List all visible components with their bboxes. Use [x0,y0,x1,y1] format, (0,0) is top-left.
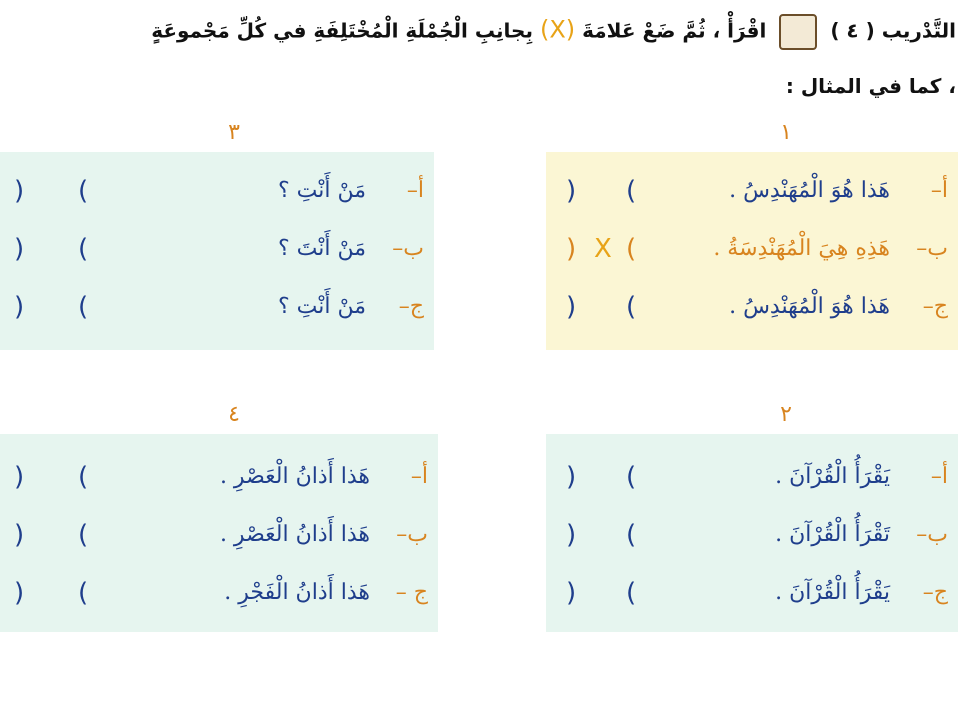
read-instruction: اقْرَأْ ، [712,18,767,43]
answer-paren-close[interactable]: ) [566,234,577,264]
answer-paren-open[interactable]: ( [78,462,89,492]
group-number-3: ٣ [228,120,240,145]
exercise-row [546,578,958,618]
answer-paren-open[interactable]: ( [626,462,637,492]
answer-paren-open[interactable]: ( [78,520,89,550]
answer-paren-close[interactable]: ) [14,292,25,322]
instruction-text: ثُمَّ ضَعْ عَلامَةَ [582,18,706,43]
answer-paren-open[interactable]: ( [78,292,89,322]
row-sentence: تَقْرَأُ الْقُرْآنَ . [775,522,890,547]
row-letter: ج– [398,294,424,319]
exercise-label: التَّدْريب [881,18,956,43]
exercise-row [546,234,958,274]
answer-paren-open[interactable]: ( [626,292,637,322]
answer-paren-open[interactable]: ( [78,234,89,264]
exercise-row [546,462,958,502]
x-symbol: (X) [539,15,576,44]
row-letter: أ– [930,178,948,203]
instruction-line-2-text: ، كما في المثال : [785,74,956,98]
row-sentence: هَذا هُوَ الْمُهَنْدِسُ . [729,294,890,319]
row-letter: أ– [406,178,424,203]
row-letter: ب– [916,236,948,261]
row-letter: ج– [922,294,948,319]
exercise-row [0,520,438,560]
instruction-line-1 [4,14,956,50]
scroll-icon [779,14,817,50]
exercise-row [0,176,434,216]
answer-paren-close[interactable]: ) [566,462,577,492]
group-panel-1 [546,152,958,350]
row-sentence: مَنْ أَنْتَ ؟ [277,236,366,261]
exercise-row [546,520,958,560]
row-sentence: يَقْرَأُ الْقُرْآنَ . [775,464,890,489]
answer-paren-close[interactable]: ) [566,520,577,550]
group-number-1: ١ [780,120,792,145]
row-letter: ب– [392,236,424,261]
row-sentence: هَذِهِ هِيَ الْمُهَنْدِسَةُ . [713,236,890,261]
group-number-4: ٤ [228,402,240,427]
answer-paren-close[interactable]: ) [566,292,577,322]
answer-paren-close[interactable]: ) [566,578,577,608]
instruction-line-2 [4,74,956,98]
row-letter: أ– [410,464,428,489]
group-number-2: ٢ [780,402,792,427]
row-sentence: يَقْرَأُ الْقُرْآنَ . [775,580,890,605]
row-letter: ب– [396,522,428,547]
row-sentence: مَنْ أَنْتِ ؟ [277,178,366,203]
answer-paren-close[interactable]: ) [14,234,25,264]
exercise-row [0,578,438,618]
row-sentence: هَذا أَذانُ الْعَصْرِ . [219,522,370,547]
row-sentence: مَنْ أَنْتِ ؟ [277,294,366,319]
row-letter: ج– [922,580,948,605]
group-panel-3 [0,152,434,350]
answer-paren-open[interactable]: ( [626,234,637,264]
row-letter: أ– [930,464,948,489]
answer-mark[interactable]: X [594,234,612,264]
answer-paren-close[interactable]: ) [14,176,25,206]
exercise-row [0,234,434,274]
row-letter: ج – [395,580,428,605]
exercise-row [0,292,434,332]
answer-paren-open[interactable]: ( [626,520,637,550]
row-sentence: هَذا أَذانُ الْفَجْرِ . [224,580,370,605]
group-panel-2 [546,434,958,632]
answer-paren-open[interactable]: ( [78,176,89,206]
answer-paren-close[interactable]: ) [14,520,25,550]
answer-paren-open[interactable]: ( [626,176,637,206]
answer-paren-open[interactable]: ( [78,578,89,608]
answer-paren-close[interactable]: ) [566,176,577,206]
answer-paren-close[interactable]: ) [14,578,25,608]
answer-paren-open[interactable]: ( [626,578,637,608]
exercise-row [0,462,438,502]
instruction-text-end: بِجانِبِ الْجُمْلَةِ الْمُخْتَلِفَةِ في كُلِّ مَجْموعَةٍ [151,18,533,43]
row-sentence: هَذا هُوَ الْمُهَنْدِسُ . [729,178,890,203]
exercise-row [546,176,958,216]
exercise-row [546,292,958,332]
answer-paren-close[interactable]: ) [14,462,25,492]
row-sentence: هَذا أَذانُ الْعَصْرِ . [219,464,370,489]
row-letter: ب– [916,522,948,547]
group-panel-4 [0,434,438,632]
exercise-number: ( ٤ ) [830,18,875,43]
